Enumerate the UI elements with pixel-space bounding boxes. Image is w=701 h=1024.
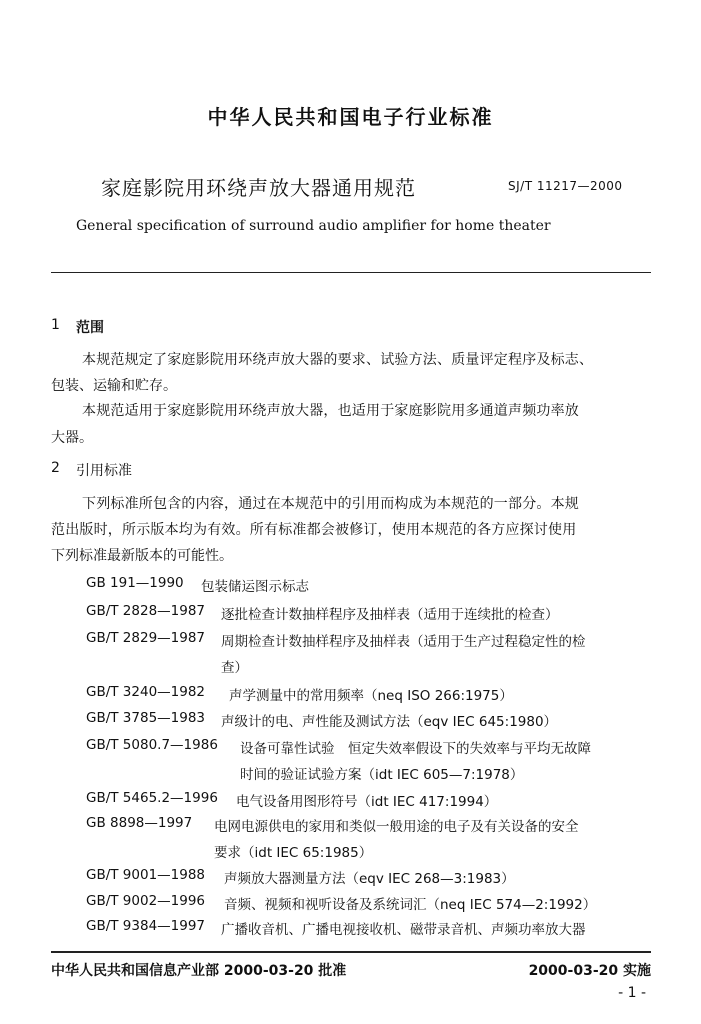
document-title: 家庭影院用环绕声放大器通用规范 xyxy=(101,176,416,200)
effective-date: 2000-03-20 实施 xyxy=(528,963,651,979)
reference-title: 声频放大器测量方法（eqv IEC 268—3:1983） xyxy=(224,871,515,887)
standard-category-header: 中华人民共和国电子行业标准 xyxy=(207,105,494,129)
section-1-heading: 范围 xyxy=(76,320,104,336)
reference-code: GB 8898—1997 xyxy=(86,815,193,831)
section-1-number: 1 xyxy=(51,317,60,333)
section-1-para-2-line-1: 本规范适用于家庭影院用环绕声放大器，也适用于家庭影院用多通道声频功率放 xyxy=(82,403,579,419)
reference-code: GB/T 9001—1988 xyxy=(86,867,206,883)
reference-code: GB/T 9002—1996 xyxy=(86,893,206,909)
section-1-para-2-line-2: 大器。 xyxy=(51,430,93,446)
section-2-heading: 引用标准 xyxy=(76,463,132,479)
english-title: General specification of surround audio amplifier for home theater xyxy=(76,218,551,234)
section-1-para-1-line-1: 本规范规定了家庭影院用环绕声放大器的要求、试验方法、质量评定程序及标志、 xyxy=(82,352,594,368)
page-number: - 1 - xyxy=(618,985,646,1001)
reference-title: 设备可靠性试验 恒定失效率假设下的失效率与平均无故障 xyxy=(240,741,591,757)
issuer-approval: 中华人民共和国信息产业部 2000-03-20 批准 xyxy=(51,963,347,979)
reference-code: GB 191—1990 xyxy=(86,575,184,591)
reference-code: GB/T 2829—1987 xyxy=(86,630,206,646)
reference-title: 包装储运图示标志 xyxy=(201,579,309,595)
reference-code: GB/T 5080.7—1986 xyxy=(86,737,218,753)
reference-title: 电气设备用图形符号（idt IEC 417:1994） xyxy=(236,794,498,810)
section-2-number: 2 xyxy=(51,460,60,476)
reference-code: GB/T 3240—1982 xyxy=(86,684,206,700)
reference-code: GB/T 9384—1997 xyxy=(86,918,206,934)
reference-code: GB/T 5465.2—1996 xyxy=(86,790,218,806)
reference-title: 电网电源供电的家用和类似一般用途的电子及有关设备的安全 xyxy=(214,819,579,835)
reference-code: GB/T 3785—1983 xyxy=(86,710,206,726)
reference-title: 逐批检查计数抽样程序及抽样表（适用于连续批的检查） xyxy=(221,607,559,623)
standard-code: SJ/T 11217—2000 xyxy=(508,179,623,193)
reference-title: 广播收音机、广播电视接收机、磁带录音机、声频功率放大器 xyxy=(221,922,586,938)
footer-divider xyxy=(51,951,651,953)
reference-title: 周期检查计数抽样程序及抽样表（适用于生产过程稳定性的检 xyxy=(221,634,586,650)
reference-title: 声学测量中的常用频率（neq ISO 266:1975） xyxy=(229,688,513,704)
section-2-intro-line-1: 下列标准所包含的内容，通过在本规范中的引用而构成为本规范的一部分。本规 xyxy=(82,496,579,512)
reference-title-continuation: 要求（idt IEC 65:1985） xyxy=(214,845,373,861)
reference-title: 声级计的电、声性能及测试方法（eqv IEC 645:1980） xyxy=(221,714,558,730)
header-divider xyxy=(51,272,651,273)
reference-title: 音频、视频和视听设备及系统词汇（neq IEC 574—2:1992） xyxy=(224,897,597,913)
reference-title-continuation: 时间的验证试验方案（idt IEC 605—7:1978） xyxy=(240,767,524,783)
section-1-para-1-line-2: 包装、运输和贮存。 xyxy=(51,378,177,394)
reference-code: GB/T 2828—1987 xyxy=(86,603,206,619)
reference-title-continuation: 查） xyxy=(221,660,248,676)
section-2-intro-line-2: 范出版时，所示版本均为有效。所有标准都会被修订，使用本规范的各方应探讨使用 xyxy=(51,522,577,538)
section-2-intro-line-3: 下列标准最新版本的可能性。 xyxy=(51,548,233,564)
